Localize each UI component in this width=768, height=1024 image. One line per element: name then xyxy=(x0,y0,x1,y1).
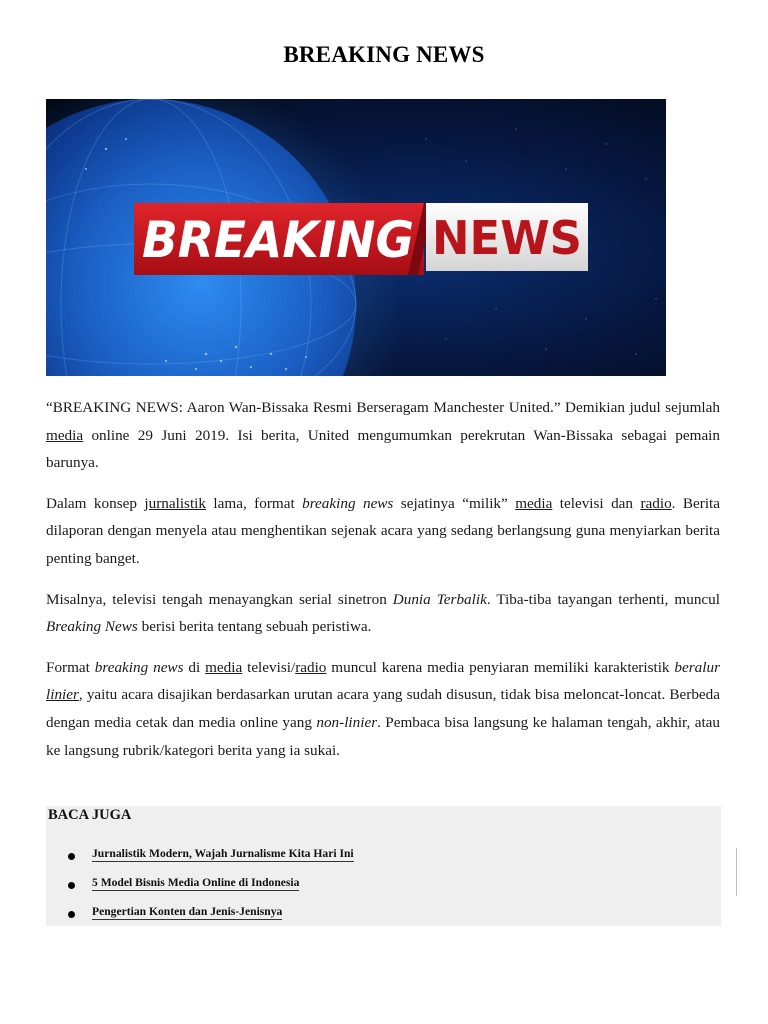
baca-juga-box xyxy=(46,806,721,926)
page-title: BREAKING NEWS xyxy=(283,42,485,67)
banner-word-news: NEWS xyxy=(432,211,582,265)
divider xyxy=(736,848,737,896)
baca-juga-link[interactable]: Pengertian Konten dan Jenis-Jenisnya xyxy=(92,905,283,918)
baca-juga-title: BACA JUGA xyxy=(48,807,132,823)
text-span: Misalnya, televisi tengah menayangkan serial sinetron xyxy=(46,590,393,608)
text-span: televisi dan xyxy=(552,494,641,512)
bullet-icon xyxy=(68,911,75,918)
link-linier[interactable]: linier xyxy=(46,686,79,704)
paragraph-2 xyxy=(46,490,720,573)
text-span: di xyxy=(183,658,206,676)
text-span: Format xyxy=(46,658,95,676)
text-span: berisi berita tentang sebuah peristiwa. xyxy=(137,618,372,636)
baca-juga-link[interactable]: Jurnalistik Modern, Wajah Jurnalisme Kita Hari Ini xyxy=(92,847,354,860)
paragraph-4 xyxy=(46,654,720,764)
bullet-icon xyxy=(68,882,75,889)
link-media[interactable]: media xyxy=(46,426,84,444)
text-span: . Tiba-tiba tayangan terhenti, muncul xyxy=(486,590,720,608)
text-span: sejatinya “milik” xyxy=(393,494,516,512)
text-span: muncul karena media penyiaran memiliki karakteristik xyxy=(326,658,675,676)
link-media[interactable]: media xyxy=(205,658,243,676)
emphasis-beralur: beralur xyxy=(674,658,720,676)
link-radio[interactable]: radio xyxy=(295,658,327,676)
link-jurnalistik[interactable]: jurnalistik xyxy=(144,494,206,512)
article-body xyxy=(46,394,720,777)
text-span: , yaitu acara disajikan berdasarkan urutan acara yang sudah disusun, tidak bisa meloncat-loncat. Berbeda dengan media cetak dan media online yang xyxy=(46,686,720,731)
text-span: “BREAKING NEWS: Aaron Wan-Bissaka Resmi Berseragam Manchester United.” Demikian judul sejumlah xyxy=(46,399,720,416)
baca-juga-link[interactable]: 5 Model Bisnis Media Online di Indonesia xyxy=(92,876,300,889)
paragraph-1 xyxy=(46,394,720,477)
paragraph-3 xyxy=(46,586,720,641)
text-span: . Berita dilaporan dengan menyela atau menghentikan sejenak acara yang sedang berlangsung guna menyiarkan berita penting banget. xyxy=(46,494,721,567)
link-radio[interactable]: radio xyxy=(640,494,672,512)
text-span: . Pembaca bisa langsung ke halaman tengah, akhir, atau ke langsung rubrik/kategori berita yang ia sukai. xyxy=(46,713,720,759)
text-span: online 29 Juni 2019. Isi berita, United mengumumkan perekrutan Wan-Bissaka sebagai pemain barunya. xyxy=(46,426,720,472)
emphasis-breaking-news: breaking news xyxy=(94,658,184,676)
bullet-icon xyxy=(68,853,75,860)
emphasis-breaking-news: breaking news xyxy=(302,494,394,512)
text-span: televisi/ xyxy=(242,658,296,676)
text-span: lama, format xyxy=(205,494,303,512)
breaking-news-banner-image xyxy=(46,99,666,376)
emphasis-dunia-terbalik: Dunia Terbalik xyxy=(392,590,487,608)
banner-word-breaking: BREAKING xyxy=(142,211,414,269)
text-span: Dalam konsep xyxy=(46,494,145,512)
emphasis-non-linier: non-linier xyxy=(316,713,378,731)
emphasis-breaking-news: Breaking News xyxy=(46,618,138,636)
link-media[interactable]: media xyxy=(515,494,553,512)
